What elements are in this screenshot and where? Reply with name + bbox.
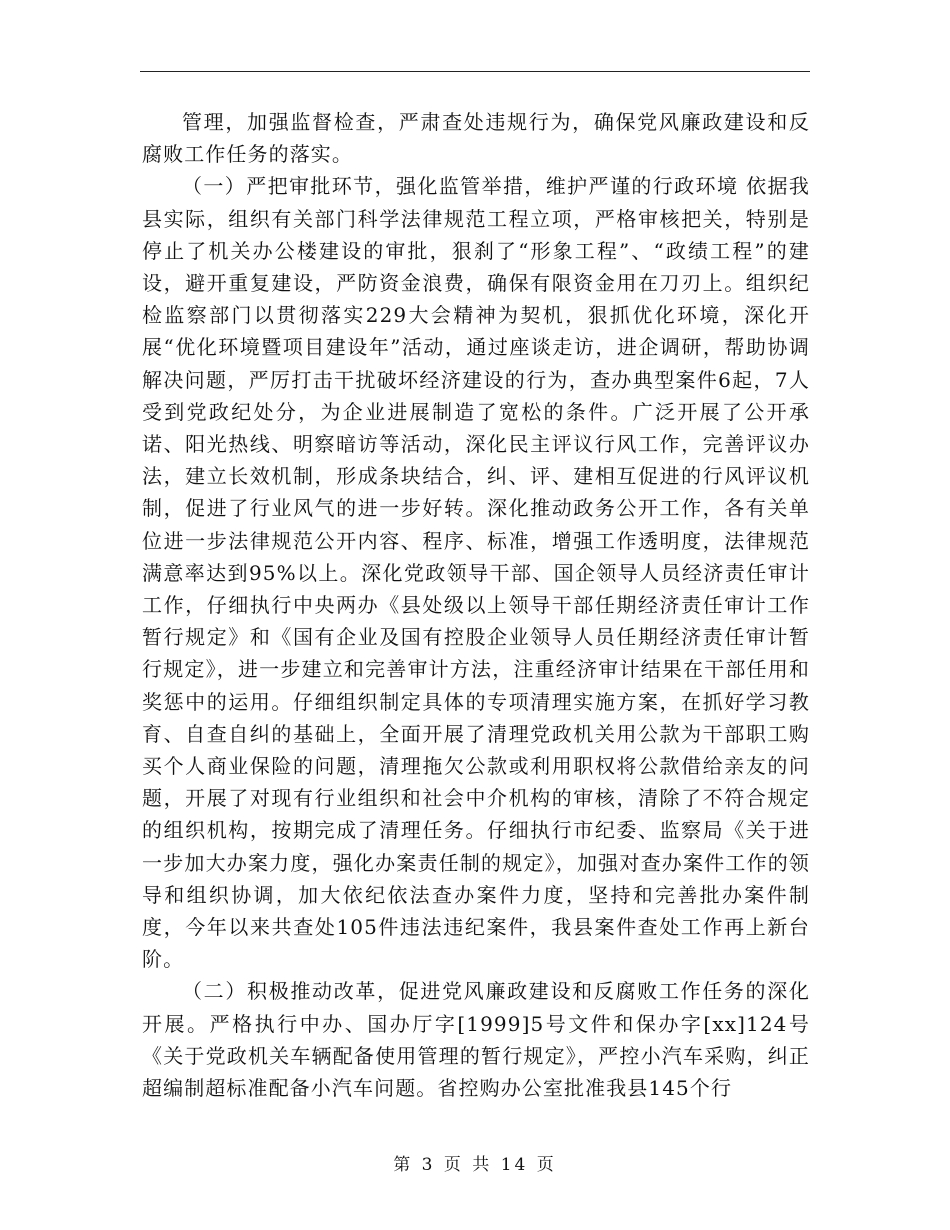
document-body (142, 106, 810, 1104)
page-number-footer: 第 3 页 共 14 页 (393, 1155, 557, 1175)
paragraph-continuation: 管理，加强监督检查，严肃查处违规行为，确保党风廉政建设和反腐败工作任务的落实。 (142, 110, 810, 167)
header-rule (140, 71, 810, 72)
paragraph-section-one: （一）严把审批环节，强化监管举措，维护严谨的行政环境 依据我县实际，组织有关部门科学法律规范工程立项，严格审核把关，特别是停止了机关办公楼建设的审批，狠刹了“形象工程”、“政绩工程”的建设，避开重复建设，严防资金浪费，确保有限资金用在刀刃上。组织纪检监察部门以贯彻落实229大会精神为契机，狠抓优化环境，深化开展“优化环境暨项目建设年”活动，通过座谈走访，进企调研，帮助协调解决问题，严厉打击干扰破坏经济建设的行为，查办典型案件6起，7人受到党政纪处分，为企业进展制造了宽松的条件。广泛开展了公开承诺、阳光热线、明察暗访等活动，深化民主评议行风工作，完善评议办法，建立长效机制，形成条块结合，纠、评、建相互促进的行风评议机制，促进了行业风气的进一步好转。深化推动政务公开工作，各有关单位进一步法律规范公开内容、程序、标准，增强工作透明度，法律规范满意率达到95%以上。深化党政领导干部、国企领导人员经济责任审计工作，仔细执行中央两办《县处级以上领导干部任期经济责任审计工作暂行规定》和《国有企业及国有控股企业领导人员任期经济责任审计暂行规定》，进一步建立和完善审计方法，注重经济审计结果在干部任用和奖惩中的运用。仔细组织制定具体的专项清理实施方案，在抓好学习教育、自查自纠的基础上，全面开展了清理党政机关用公款为干部职工购买个人商业保险的问题，清理拖欠公款或利用职权将公款借给亲友的问题，开展了对现有行业组织和社会中介机构的审核，清除了不符合规定的组织机构，按期完成了清理任务。仔细执行市纪委、监察局《关于进一步加大办案力度，强化办案责任制的规定》，加强对查办案件工作的领导和组织协调，加大依纪依法查办案件力度，坚持和完善批办案件制度，今年以来共查处105件违法违纪案件，我县案件查处工作再上新台阶。 (142, 174, 810, 972)
paragraph-section-two: （二）积极推动改革，促进党风廉政建设和反腐败工作任务的深化开展。严格执行中办、国办厅字[1999]5号文件和保办字[xx]124号《关于党政机关车辆配备使用管理的暂行规定》，严控小汽车采购，纠正超编制超标准配备小汽车问题。省控购办公室批准我县145个行 (142, 979, 810, 1101)
